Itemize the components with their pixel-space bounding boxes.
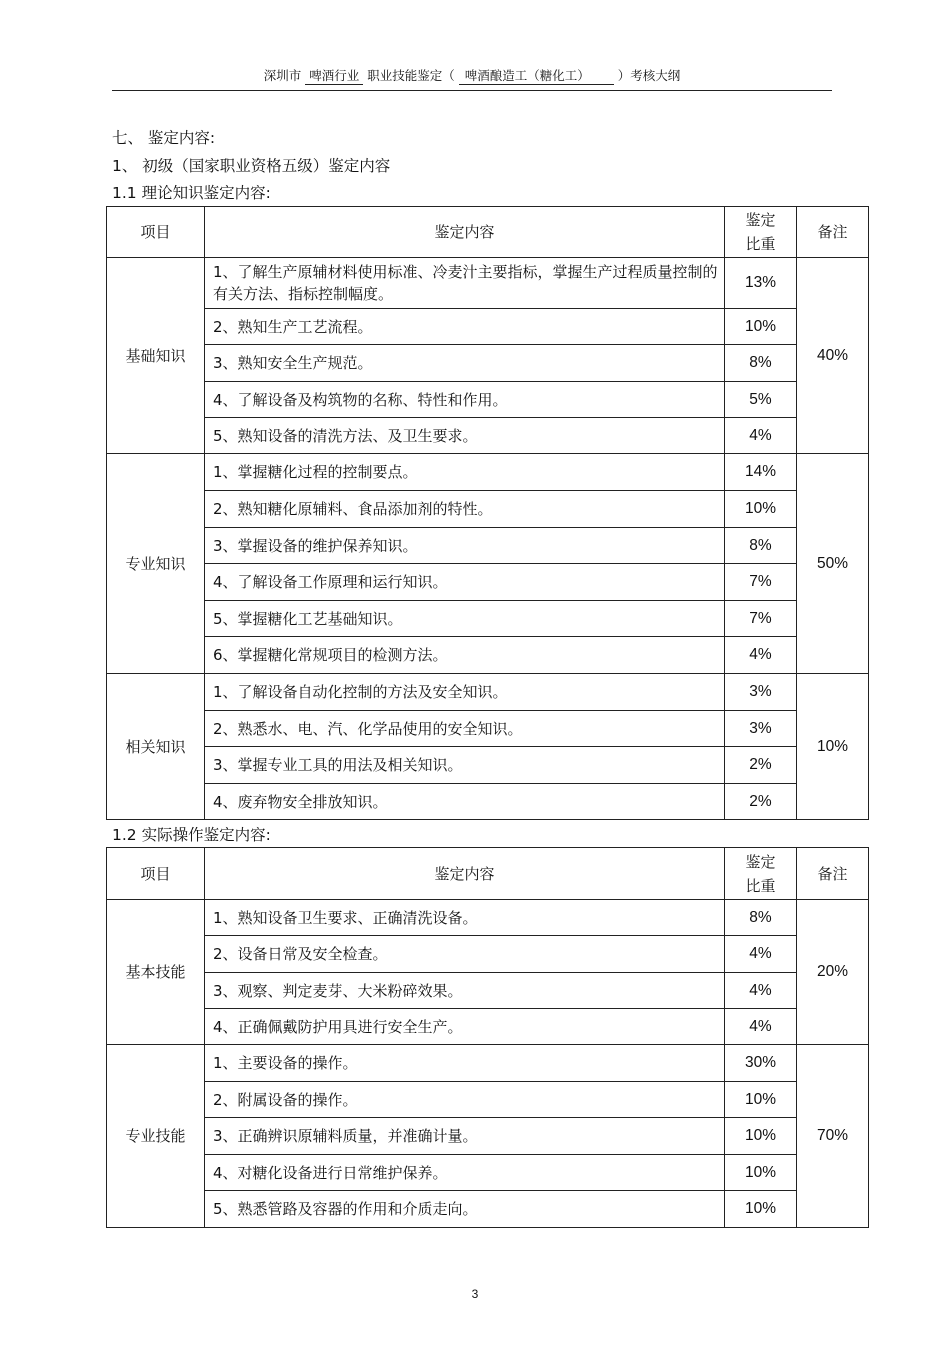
weight-cell: 2% (725, 747, 797, 784)
table-row (107, 637, 869, 674)
weight-cell: 3% (725, 711, 797, 747)
table-row (107, 1009, 869, 1045)
content-cell: 5、熟悉管路及容器的作用和介质走向。 (205, 1191, 725, 1228)
note-cell: 20% (797, 900, 869, 1045)
subsection-practice: 1.2 实际操作鉴定内容: (112, 826, 271, 844)
header-note: 备注 (797, 848, 869, 900)
table-row (107, 674, 869, 711)
content-cell: 1、熟知设备卫生要求、正确清洗设备。 (205, 900, 725, 936)
table-row (107, 747, 869, 784)
weight-cell: 8% (725, 528, 797, 564)
weight-cell: 4% (725, 1009, 797, 1045)
category-cell: 专业技能 (107, 1045, 205, 1228)
content-cell: 1、了解生产原辅材料使用标准、冷麦汁主要指标，掌握生产过程质量控制的有关方法、指标控制幅度。 (205, 258, 725, 309)
weight-cell: 4% (725, 936, 797, 973)
content-cell: 2、熟知生产工艺流程。 (205, 309, 725, 345)
note-cell: 50% (797, 454, 869, 674)
content-cell: 2、熟悉水、电、汽、化学品使用的安全知识。 (205, 711, 725, 747)
header-weight-line1: 鉴定 (745, 211, 776, 229)
header-content: 鉴定内容 (205, 848, 725, 900)
header-weight-line2: 比重 (745, 876, 776, 895)
content-cell: 4、废弃物安全排放知识。 (205, 784, 725, 820)
content-cell: 6、掌握糖化常规项目的检测方法。 (205, 637, 725, 674)
table-row (107, 258, 869, 309)
table-header-row (107, 848, 869, 900)
content-cell: 4、了解设备及构筑物的名称、特性和作用。 (205, 382, 725, 418)
table-row (107, 1045, 869, 1082)
table-row (107, 900, 869, 936)
header-city: 深圳市 (263, 68, 302, 83)
table-row (107, 1191, 869, 1228)
header-weight (725, 848, 797, 900)
weight-cell: 10% (725, 309, 797, 345)
content-cell: 3、掌握设备的维护保养知识。 (205, 528, 725, 564)
content-cell: 2、附属设备的操作。 (205, 1082, 725, 1118)
weight-cell: 10% (725, 1191, 797, 1228)
table-row (107, 564, 869, 601)
table-row (107, 1082, 869, 1118)
table-row (107, 345, 869, 382)
table-row (107, 936, 869, 973)
header-note: 备注 (797, 207, 869, 258)
weight-cell: 5% (725, 382, 797, 418)
content-cell: 4、正确佩戴防护用具进行安全生产。 (205, 1009, 725, 1045)
weight-cell: 30% (725, 1045, 797, 1082)
category-cell: 基础知识 (107, 258, 205, 454)
category-cell: 专业知识 (107, 454, 205, 674)
content-cell: 3、正确辨识原辅料质量，并准确计量。 (205, 1118, 725, 1155)
subsection-theory: 1.1 理论知识鉴定内容: (112, 184, 271, 202)
header-industry: 啤酒行业 (305, 68, 363, 85)
weight-cell: 7% (725, 564, 797, 601)
table-row (107, 1155, 869, 1191)
table-row (107, 973, 869, 1009)
weight-cell: 7% (725, 601, 797, 637)
header-weight (725, 207, 797, 258)
table-row (107, 601, 869, 637)
theory-knowledge-table (106, 206, 869, 820)
weight-cell: 2% (725, 784, 797, 820)
header-outline: ）考核大纲 (617, 68, 681, 83)
header-weight-line1: 鉴定 (745, 852, 776, 871)
table-row (107, 309, 869, 345)
table-row (107, 784, 869, 820)
table-row (107, 1118, 869, 1155)
content-cell: 1、主要设备的操作。 (205, 1045, 725, 1082)
note-cell: 70% (797, 1045, 869, 1228)
header-appraisal: 职业技能鉴定（ (367, 68, 455, 83)
table-header-row (107, 207, 869, 258)
weight-cell: 4% (725, 973, 797, 1009)
content-cell: 1、掌握糖化过程的控制要点。 (205, 454, 725, 491)
content-cell: 4、对糖化设备进行日常维护保养。 (205, 1155, 725, 1191)
page-header (112, 66, 832, 91)
weight-cell: 13% (725, 258, 797, 309)
table-row (107, 454, 869, 491)
weight-cell: 8% (725, 900, 797, 936)
practical-skills-table (106, 847, 869, 1228)
header-item: 项目 (107, 848, 205, 900)
table-row (107, 382, 869, 418)
content-cell: 4、了解设备工作原理和运行知识。 (205, 564, 725, 601)
weight-cell: 4% (725, 418, 797, 454)
content-cell: 3、掌握专业工具的用法及相关知识。 (205, 747, 725, 784)
weight-cell: 3% (725, 674, 797, 711)
note-cell: 10% (797, 674, 869, 820)
page-number: 3 (471, 1287, 479, 1301)
section-title-7: 七、 鉴定内容: (112, 129, 216, 147)
weight-cell: 10% (725, 1118, 797, 1155)
category-cell: 基本技能 (107, 900, 205, 1045)
level-title: 1、 初级（国家职业资格五级）鉴定内容 (112, 157, 391, 175)
table-row (107, 711, 869, 747)
content-cell: 2、设备日常及安全检查。 (205, 936, 725, 973)
header-job: 啤酒酿造工（糖化工） (459, 68, 614, 85)
content-cell: 5、掌握糖化工艺基础知识。 (205, 601, 725, 637)
content-cell: 5、熟知设备的清洗方法、及卫生要求。 (205, 418, 725, 454)
table-row (107, 528, 869, 564)
category-cell: 相关知识 (107, 674, 205, 820)
weight-cell: 4% (725, 637, 797, 674)
weight-cell: 10% (725, 491, 797, 528)
header-item: 项目 (107, 207, 205, 258)
header-content: 鉴定内容 (205, 207, 725, 258)
weight-cell: 10% (725, 1082, 797, 1118)
content-cell: 3、观察、判定麦芽、大米粉碎效果。 (205, 973, 725, 1009)
content-cell: 2、熟知糖化原辅料、食品添加剂的特性。 (205, 491, 725, 528)
table-row (107, 491, 869, 528)
weight-cell: 10% (725, 1155, 797, 1191)
content-cell: 1、了解设备自动化控制的方法及安全知识。 (205, 674, 725, 711)
weight-cell: 14% (725, 454, 797, 491)
content-cell: 3、熟知安全生产规范。 (205, 345, 725, 382)
table-row (107, 418, 869, 454)
header-weight-line2: 比重 (745, 235, 776, 253)
weight-cell: 8% (725, 345, 797, 382)
note-cell: 40% (797, 258, 869, 454)
